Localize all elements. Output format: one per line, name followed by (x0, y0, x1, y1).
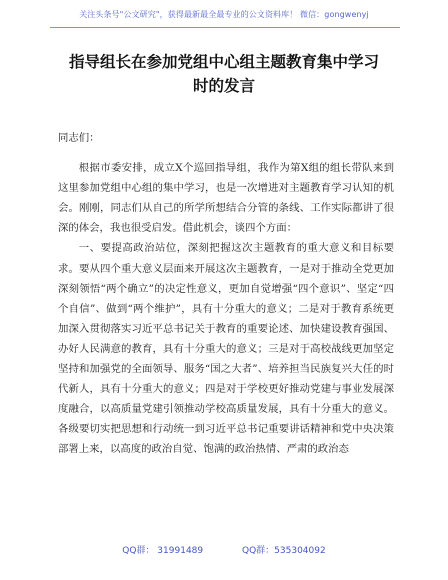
paragraph-section-one: 一、要提高政治站位，深刻把握这次主题教育的重大意义和目标要求。要从四个重大意义层面来开展这次主题教育，一是对于推动全党更加深刻领悟“两个确立”的决定性意义，更加自觉增强“四个意识”、坚定“四个自信”、做到“两个维护”，具有十分重大的意义；二是对于教育系统更加深入贯彻落实习近平总书记关于教育的重要论述、加快建设教育强国、办好人民满意的教育，具有十分重大的意义；三是对于高校战线更加坚定坚持和加强党的全面领导、服务“国之大者”、培养担当民族复兴大任的时代新人，具有十分重大的意义；四是对于学校更好推动党建与事业发展深度融合，以高质量党建引领推动学校高质量发展，具有十分重大的意义。各级要切实把思想和行动统一到习近平总书记重要讲话精神和党中央决策部署上来，以高度的政治自觉、饱满的政治热情、严肃的政治态 (58, 242, 394, 456)
paragraph-intro: 根据市委安排，成立X个巡回指导组，我作为第X组的组长带队来到这里参加党组中心组的集中学习，也是一次增进对主题教育学习认知的机会。刚刚，同志们从自己的所学所想结合分管的条线、工作实际都讲了很深的体会，我也很受启发。借此机会，谈四个方面： (58, 162, 394, 235)
salutation: 同志们： (58, 132, 100, 144)
header-divider (50, 27, 400, 28)
title-line-1: 指导组长在参加党组中心组主题教育集中学习 (68, 53, 379, 71)
title-line-2: 时的发言 (192, 77, 255, 95)
document-body (58, 128, 394, 460)
footer-qq-group-1: QQ群： 31991489 (122, 546, 204, 556)
document-title (30, 50, 418, 98)
footer (0, 543, 448, 556)
header-banner: 关注头条号"公文研究"，获得最新最全最专业的公文资料库！ 微信：gongwenyj (79, 10, 369, 19)
footer-qq-group-2: QQ群：535304092 (242, 546, 326, 556)
